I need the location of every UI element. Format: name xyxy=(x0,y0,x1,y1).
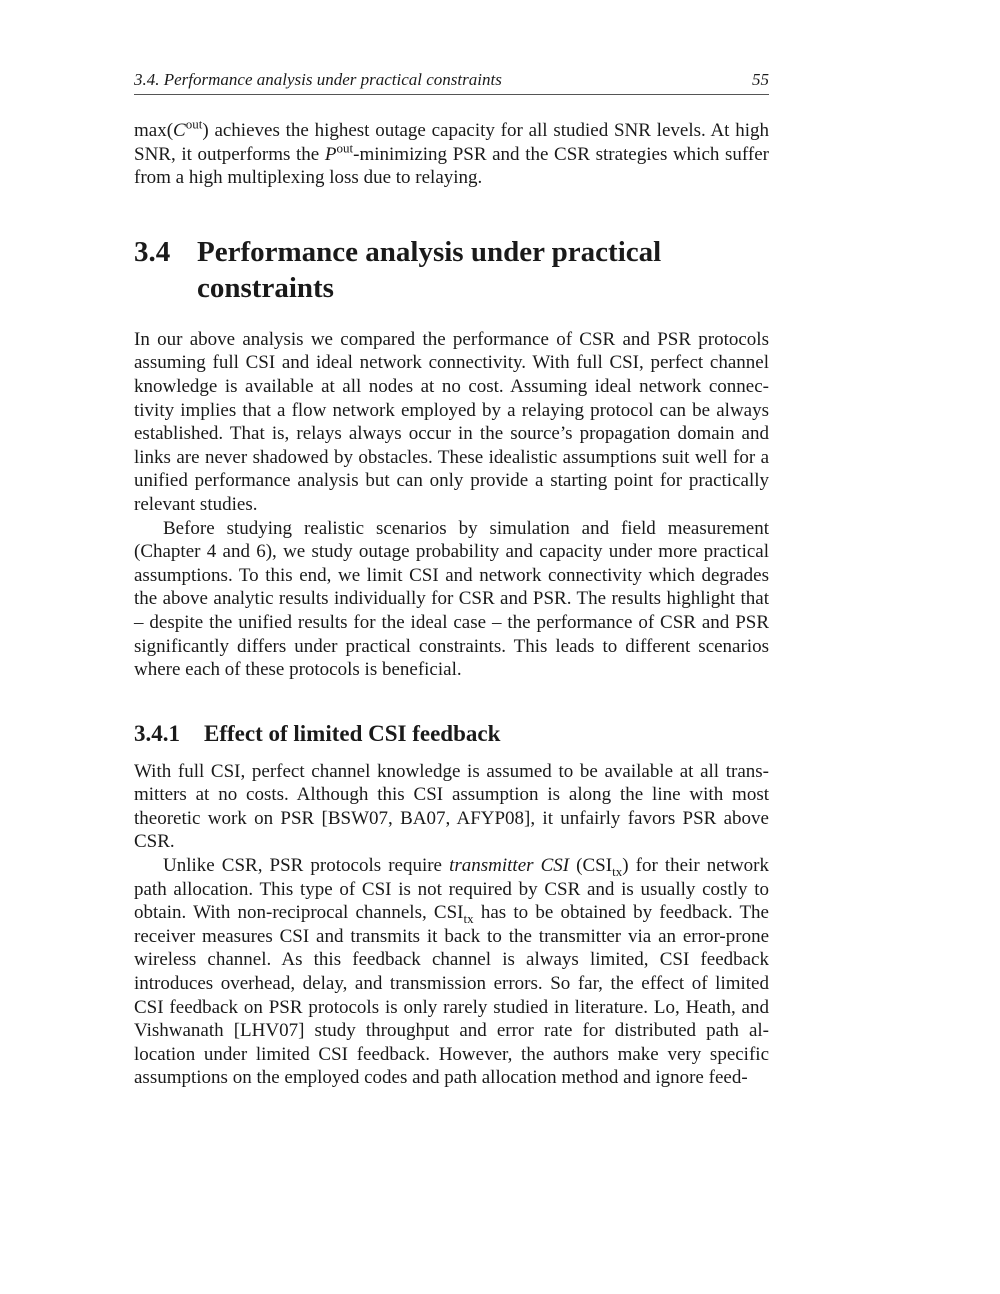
subsection-number: 3.4.1 xyxy=(134,720,180,746)
section-heading xyxy=(134,234,769,306)
paragraph: In our above analysis we compared the performance of CSR and PSR protocols assuming full CSI and ideal network connectivity. With full CSI, perfect channel knowledge is available at all nodes at no cost. Assuming ideal network connectivity implies that a flow network employed by a relaying protocol can be always established. That is, relays always occur in the source’s propagation domain and links are never shadowed by obstacles. These idealistic assumptions suit well for a unified performance analysis but can only provide a starting point for practically relevant studies. xyxy=(134,328,769,515)
page-number: 55 xyxy=(752,70,769,89)
paragraph: Unlike CSR, PSR protocols require transmitter CSI $(CSI_{tx})$ for their network path allocation. This type of CSI is not required by CSR and is usually costly to obtain. With non-reciprocal channels, $CSI_{tx}$ has to be obtained by feedback. The receiver measures CSI and transmits it back to the transmitter via an error-prone wireless channel. As this feedback channel is always limited, CSI feedback introduces overhead, delay, and transmission errors. So far, the effect of limited CSI feedback on PSR protocols is only rarely studied in literature. Lo, Heath, and Vishwanath [LHV07] study throughput and error rate for distributed path allocation under limited CSI feedback. However, the authors make very specific assumptions on the employed codes and path allocation method and ignore feed- xyxy=(134,855,770,1089)
paragraph: With full CSI, perfect channel knowledge is assumed to be available at all transmitters at no costs. Although this CSI assumption is along the line with most theoretic work on PSR [BSW07, BA07, AFYP08], it unfairly favors PSR above CSR. xyxy=(134,760,769,853)
paragraph: Before studying realistic scenarios by simulation and field measurement (Chapter 4 and 6), we study outage probability and capacity under more practical assumptions. To this end, we limit CSI and network connectivity which degrades the above analytic results individually for CSR and PSR. The results highlight that – despite the unified results for the ideal case – the performance of CSR and PSR significantly differs under practical constraints. This leads to different scenarios where each of these protocols is beneficial. xyxy=(134,517,769,681)
paragraph-continued: $\max(C^{out})$ achieves the highest outage capacity for all studied SNR levels. At high SNR, it outperforms the $P^{out}$-minimizing PSR and the CSR strategies which suffer from a high multiplexing loss due to relaying. xyxy=(134,116,769,189)
section-number: 3.4 xyxy=(134,235,171,268)
section-title: Performance analysis under practical constraints xyxy=(197,235,662,304)
running-header xyxy=(134,70,769,95)
page-body xyxy=(134,70,769,1090)
subsection-heading xyxy=(134,720,769,748)
running-title: 3.4. Performance analysis under practical constraints xyxy=(134,70,502,89)
subsection-title: Effect of limited CSI feedback xyxy=(204,720,501,746)
